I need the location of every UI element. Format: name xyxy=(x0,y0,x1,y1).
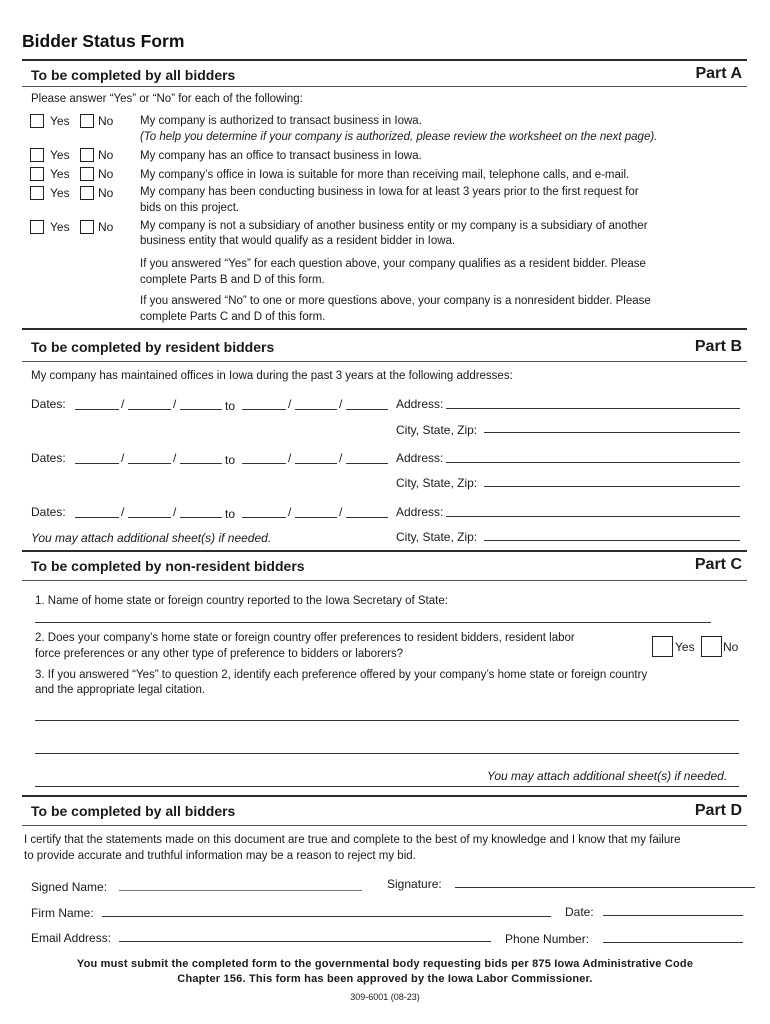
part-c-top-rule xyxy=(22,550,747,552)
q4-text-line1: My company has been conducting business in Iowa for at least 3 years prior to the first request for xyxy=(140,186,639,198)
date3-to-year[interactable] xyxy=(346,517,388,518)
firm-name-field[interactable] xyxy=(102,916,551,917)
part-c-q3-line1: 3. If you answered “Yes” to question 2, identify each preference offered by your company’s home state or foreign country xyxy=(35,669,648,681)
date3-from-year[interactable] xyxy=(180,517,222,518)
part-c-q3-line2: and the appropriate legal citation. xyxy=(35,684,206,696)
phone-field[interactable] xyxy=(603,942,743,943)
q4-no-label: No xyxy=(98,186,114,200)
date2-to-month[interactable] xyxy=(242,463,286,464)
date1-to-day[interactable] xyxy=(295,409,337,410)
part-c-label: Part C xyxy=(694,556,742,573)
firm-name-label: Firm Name: xyxy=(31,906,94,920)
form-title: Bidder Status Form xyxy=(22,31,185,51)
part-a-sub-rule xyxy=(22,86,747,87)
date-slash: / xyxy=(339,451,343,465)
part-d-top-rule xyxy=(22,795,747,797)
signature-field[interactable] xyxy=(455,887,755,888)
q2-yes-label: Yes xyxy=(50,148,70,162)
yes-instruction-line1: If you answered “Yes” for each question above, your company qualifies as a resident bidder. Please xyxy=(140,258,646,270)
part-a-intro: Please answer “Yes” or “No” for each of the following: xyxy=(31,93,303,105)
dates-label-2: Dates: xyxy=(31,451,66,465)
date-slash: / xyxy=(288,451,292,465)
dates-label-3: Dates: xyxy=(31,505,66,519)
city-label-3: City, State, Zip: xyxy=(396,530,478,544)
submission-note-line2: Chapter 156. This form has been approved by the Iowa Labor Commissioner. xyxy=(177,973,593,985)
part-a-heading: To be completed by all bidders xyxy=(31,67,236,83)
q2-preference-yes-checkbox[interactable] xyxy=(652,636,673,657)
date-field[interactable] xyxy=(603,915,743,916)
home-state-field[interactable] xyxy=(35,622,711,623)
q5-text-line2: business entity that would qualify as a resident bidder in Iowa. xyxy=(140,235,456,247)
date1-to-month[interactable] xyxy=(242,409,286,410)
dates-label-1: Dates: xyxy=(31,397,66,411)
q1-no-label: No xyxy=(98,114,114,128)
q3-yes-checkbox[interactable] xyxy=(30,167,44,181)
address-label-2: Address: xyxy=(396,451,444,465)
q2-no-checkbox[interactable] xyxy=(80,148,94,162)
date2-from-day[interactable] xyxy=(128,463,171,464)
date2-from-year[interactable] xyxy=(180,463,222,464)
address-field-2[interactable] xyxy=(446,462,740,463)
q4-no-checkbox[interactable] xyxy=(80,186,94,200)
q3-yes-label: Yes xyxy=(50,167,70,181)
date1-to-year[interactable] xyxy=(346,409,388,410)
city-label-1: City, State, Zip: xyxy=(396,423,478,437)
date3-from-day[interactable] xyxy=(128,517,171,518)
part-d-label: Part D xyxy=(694,802,742,819)
date2-to-day[interactable] xyxy=(295,463,337,464)
preference-field-line2[interactable] xyxy=(35,753,739,754)
q3-text: My company’s office in Iowa is suitable for more than receiving mail, telephone calls, and e-mail. xyxy=(140,169,630,181)
address-field-1[interactable] xyxy=(446,408,740,409)
q5-no-checkbox[interactable] xyxy=(80,220,94,234)
city-field-3[interactable] xyxy=(484,540,740,541)
q2-text: My company has an office to transact business in Iowa. xyxy=(140,150,422,162)
date1-from-day[interactable] xyxy=(128,409,171,410)
date-slash: / xyxy=(173,451,177,465)
q3-no-checkbox[interactable] xyxy=(80,167,94,181)
email-field[interactable] xyxy=(119,941,491,942)
no-instruction-line1: If you answered “No” to one or more questions above, your company is a nonresident bidder. Please xyxy=(140,295,651,307)
part-c-q2-line2: force preferences or any other type of preference to bidders or laborers? xyxy=(35,648,404,660)
date-to-label: to xyxy=(225,507,236,521)
address-label-3: Address: xyxy=(396,505,444,519)
part-c-heading: To be completed by non-resident bidders xyxy=(31,558,305,574)
city-field-1[interactable] xyxy=(484,432,740,433)
part-b-heading: To be completed by resident bidders xyxy=(31,339,275,355)
date-slash: / xyxy=(121,505,125,519)
signed-name-label: Signed Name: xyxy=(31,880,108,894)
q3-no-label: No xyxy=(98,167,114,181)
part-b-intro: My company has maintained offices in Iowa during the past 3 years at the following addresses: xyxy=(31,370,513,382)
form-code: 309-6001 (08-23) xyxy=(350,992,420,1002)
part-b-label: Part B xyxy=(694,338,742,355)
part-c-sub-rule xyxy=(22,580,747,581)
part-c-q1: 1. Name of home state or foreign country reported to the Iowa Secretary of State: xyxy=(35,595,448,607)
part-c-q2-line1: 2. Does your company’s home state or foreign country offer preferences to resident bidders, resident labor xyxy=(35,632,575,644)
date3-to-month[interactable] xyxy=(242,517,286,518)
q5-no-label: No xyxy=(98,220,114,234)
date-to-label: to xyxy=(225,453,236,467)
part-d-heading: To be completed by all bidders xyxy=(31,803,236,819)
no-instruction-line2: complete Parts C and D of this form. xyxy=(140,311,326,323)
preference-field-line1[interactable] xyxy=(35,720,739,721)
yes-instruction-line2: complete Parts B and D of this form. xyxy=(140,274,325,286)
part-b-attach-note: You may attach additional sheet(s) if needed. xyxy=(31,531,272,545)
address-label-1: Address: xyxy=(396,397,444,411)
q2-preference-no-label: No xyxy=(723,640,739,654)
q4-yes-label: Yes xyxy=(50,186,70,200)
q1-no-checkbox[interactable] xyxy=(80,114,94,128)
date-slash: / xyxy=(288,397,292,411)
date3-to-day[interactable] xyxy=(295,517,337,518)
date-to-label: to xyxy=(225,399,236,413)
q2-no-label: No xyxy=(98,148,114,162)
date-label: Date: xyxy=(565,905,594,919)
date3-from-month[interactable] xyxy=(75,517,119,518)
date-slash: / xyxy=(121,451,125,465)
q4-text-line2: bids on this project. xyxy=(140,202,240,214)
address-field-3[interactable] xyxy=(446,516,740,517)
date-slash: / xyxy=(339,397,343,411)
phone-label: Phone Number: xyxy=(505,932,590,946)
q1-help-text: (To help you determine if your company is authorized, please review the worksheet on the next page). xyxy=(140,131,658,143)
date1-from-year[interactable] xyxy=(180,409,222,410)
q5-yes-label: Yes xyxy=(50,220,70,234)
preference-field-line3[interactable] xyxy=(35,786,739,787)
certification-line2: to provide accurate and truthful information may be a reason to reject my bid. xyxy=(24,850,416,862)
signature-label: Signature: xyxy=(387,877,442,891)
part-c-attach-note: You may attach additional sheet(s) if needed. xyxy=(487,769,728,783)
date-slash: / xyxy=(288,505,292,519)
date1-from-month[interactable] xyxy=(75,409,119,410)
date2-from-month[interactable] xyxy=(75,463,119,464)
q2-yes-checkbox[interactable] xyxy=(30,148,44,162)
q4-yes-checkbox[interactable] xyxy=(30,186,44,200)
date-slash: / xyxy=(339,505,343,519)
email-label: Email Address: xyxy=(31,931,112,945)
city-field-2[interactable] xyxy=(484,486,740,487)
part-a-label: Part A xyxy=(695,65,742,82)
q5-yes-checkbox[interactable] xyxy=(30,220,44,234)
q1-yes-label: Yes xyxy=(50,114,70,128)
q1-yes-checkbox[interactable] xyxy=(30,114,44,128)
signed-name-field[interactable] xyxy=(119,890,362,891)
date-slash: / xyxy=(173,397,177,411)
certification-line1: I certify that the statements made on this document are true and complete to the best of my knowledge and I know that my failure xyxy=(24,834,681,846)
date-slash: / xyxy=(173,505,177,519)
city-label-2: City, State, Zip: xyxy=(396,476,478,490)
part-a-top-rule xyxy=(22,59,747,61)
q1-text: My company is authorized to transact business in Iowa. xyxy=(140,115,422,127)
part-d-sub-rule xyxy=(22,825,747,826)
date2-to-year[interactable] xyxy=(346,463,388,464)
q5-text-line1: My company is not a subsidiary of another business entity or my company is a subsidiary of another xyxy=(140,220,648,232)
date-slash: / xyxy=(121,397,125,411)
q2-preference-yes-label: Yes xyxy=(675,640,695,654)
submission-note-line1: You must submit the completed form to the governmental body requesting bids per 875 Iowa Administrative Code xyxy=(76,958,694,970)
q2-preference-no-checkbox[interactable] xyxy=(701,636,722,657)
part-b-top-rule xyxy=(22,328,747,330)
part-b-sub-rule xyxy=(22,361,747,362)
